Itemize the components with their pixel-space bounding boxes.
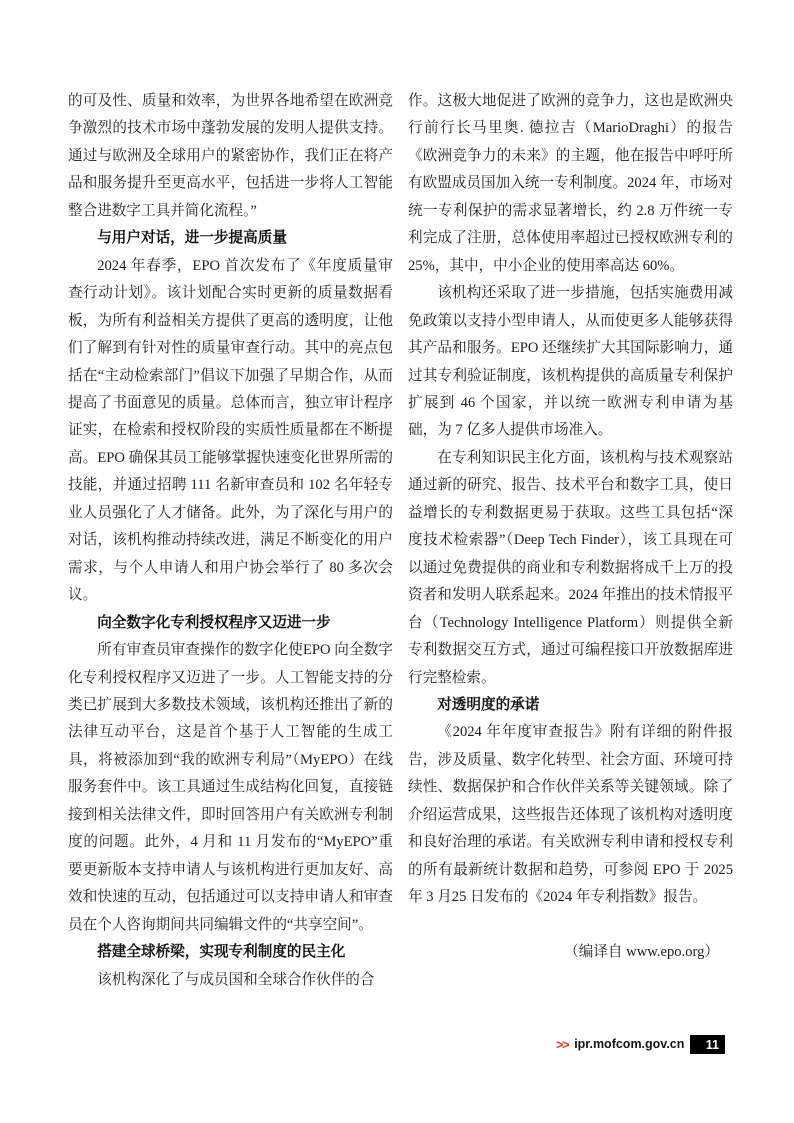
footer-site-url: ipr.mofcom.gov.cn — [574, 1037, 685, 1051]
paragraph: 《2024 年年度审查报告》附有详细的附件报告，涉及质量、数字化转型、社会方面、环境可持续性、数据保护和合作伙伴关系等关键领域。除了介绍运营成果，这些报告还体现了该机构对透明度和良好治理的承诺。有关欧洲专利申请和授权专利的所有最新统计数据和趋势，可参阅 EPO 于 2025 年 3 月25 日发布的《2024 年专利指数》报告。 — [408, 724, 733, 906]
two-column-text — [68, 88, 733, 994]
page-number-badge: 11 — [690, 1035, 725, 1054]
paragraph: 作。这极大地促进了欧洲的竞争力，这也是欧洲央行前行长马里奥. 德拉吉（MarioDraghi）的报告《欧洲竞争力的未来》的主题，他在报告中呼吁所有欧盟成员国加入统一专利制度。2024 年，市场对统一专利保护的需求显著增长，约 2.8 万件统一专利完成了注册，总体使用率超过已授权欧洲专利的 25%，其中，中小企业的使用率高达 60%。 — [408, 93, 733, 274]
section-heading: 对透明度的承诺 — [437, 696, 540, 713]
right-column — [408, 88, 733, 994]
footer — [556, 1035, 725, 1054]
paragraph: 在专利知识民主化方面，该机构与技术观察站通过新的研究、报告、技术平台和数字工具，使日益增长的专利数据更易于获取。这些工具包括“深度技术检索器”（Deep Tech Finder），该工具现在可以通过免费提供的商业和专利数据将成千上万的投资者和发明人联系起来。2024 年推出的技术情报平台（Technology Intelligence Platform）则提供全新专利数据交互方式，通过可编程接口开放数据库进行完整检索。 — [408, 449, 733, 686]
section-heading: 搭建全球桥梁，实现专利制度的民主化 — [97, 944, 346, 961]
paragraph: 该机构深化了与成员国和全球合作伙伴的合 — [97, 971, 375, 988]
paragraph: 的可及性、质量和效率，为世界各地希望在欧洲竞争激烈的技术市场中蓬勃发展的发明人提供支持。通过与欧洲及全球用户的紧密协作，我们正在将产品和服务提升至更高水平，包括进一步将人工智能整合进数字工具并简化流程。” — [68, 93, 393, 219]
paragraph: 2024 年春季，EPO 首次发布了《年度质量审查行动计划》。该计划配合实时更新的质量数据看板，为所有利益相关方提供了更高的透明度，让他们了解到有针对性的质量审查行动。其中的亮点包括在“主动检索部门”倡议下加强了早期合作，从而提高了书面意见的质量。总体而言，独立审计程序证实，在检索和授权阶段的实质性质量都在不断提高。EPO 确保其员工能够掌握快速变化世界所需的技能，并通过招聘 111 名新审查员和 102 名年轻专业人员强化了人才储备。此外，为了深化与用户的对话，该机构推动持续改进，满足不断变化的用户需求，与个人申请人和用户协会举行了 80 多次会议。 — [68, 257, 393, 604]
double-chevron-icon: >> — [556, 1037, 569, 1052]
paragraph: 该机构还采取了进一步措施，包括实施费用减免政策以支持小型申请人，从而使更多人能够获得其产品和服务。EPO 还继续扩大其国际影响力，通过其专利验证制度，该机构提供的高质量专利保护扩展到 46 个国家，并以统一欧洲专利申请为基础，为 7 亿多人提供市场准入。 — [408, 285, 733, 439]
left-column — [68, 88, 393, 994]
section-heading: 向全数字化专利授权程序又迈进一步 — [97, 614, 331, 631]
section-heading: 与用户对话，进一步提高质量 — [97, 230, 287, 247]
credit-line: （编译自 www.epo.org） — [564, 944, 719, 961]
paragraph: 所有审查员审查操作的数字化使EPO 向全数字化专利授权程序又迈进了一步。人工智能支持的分类已扩展到大多数技术领域，该机构还推出了新的法律互动平台，这是首个基于人工智能的生成工具，将被添加到“我的欧洲专利局”（MyEPO）在线服务套件中。该工具通过生成结构化回复，直接链接到相关法律文件，即时回答用户有关欧洲专利制度的问题。此外，4 月和 11 月发布的“MyEPO”重要更新版本支持申请人与该机构进行更加友好、高效和快速的互动，包括通过可以支持申请人和审查员在个人咨询期间共同编辑文件的“共享空间”。 — [68, 642, 393, 933]
